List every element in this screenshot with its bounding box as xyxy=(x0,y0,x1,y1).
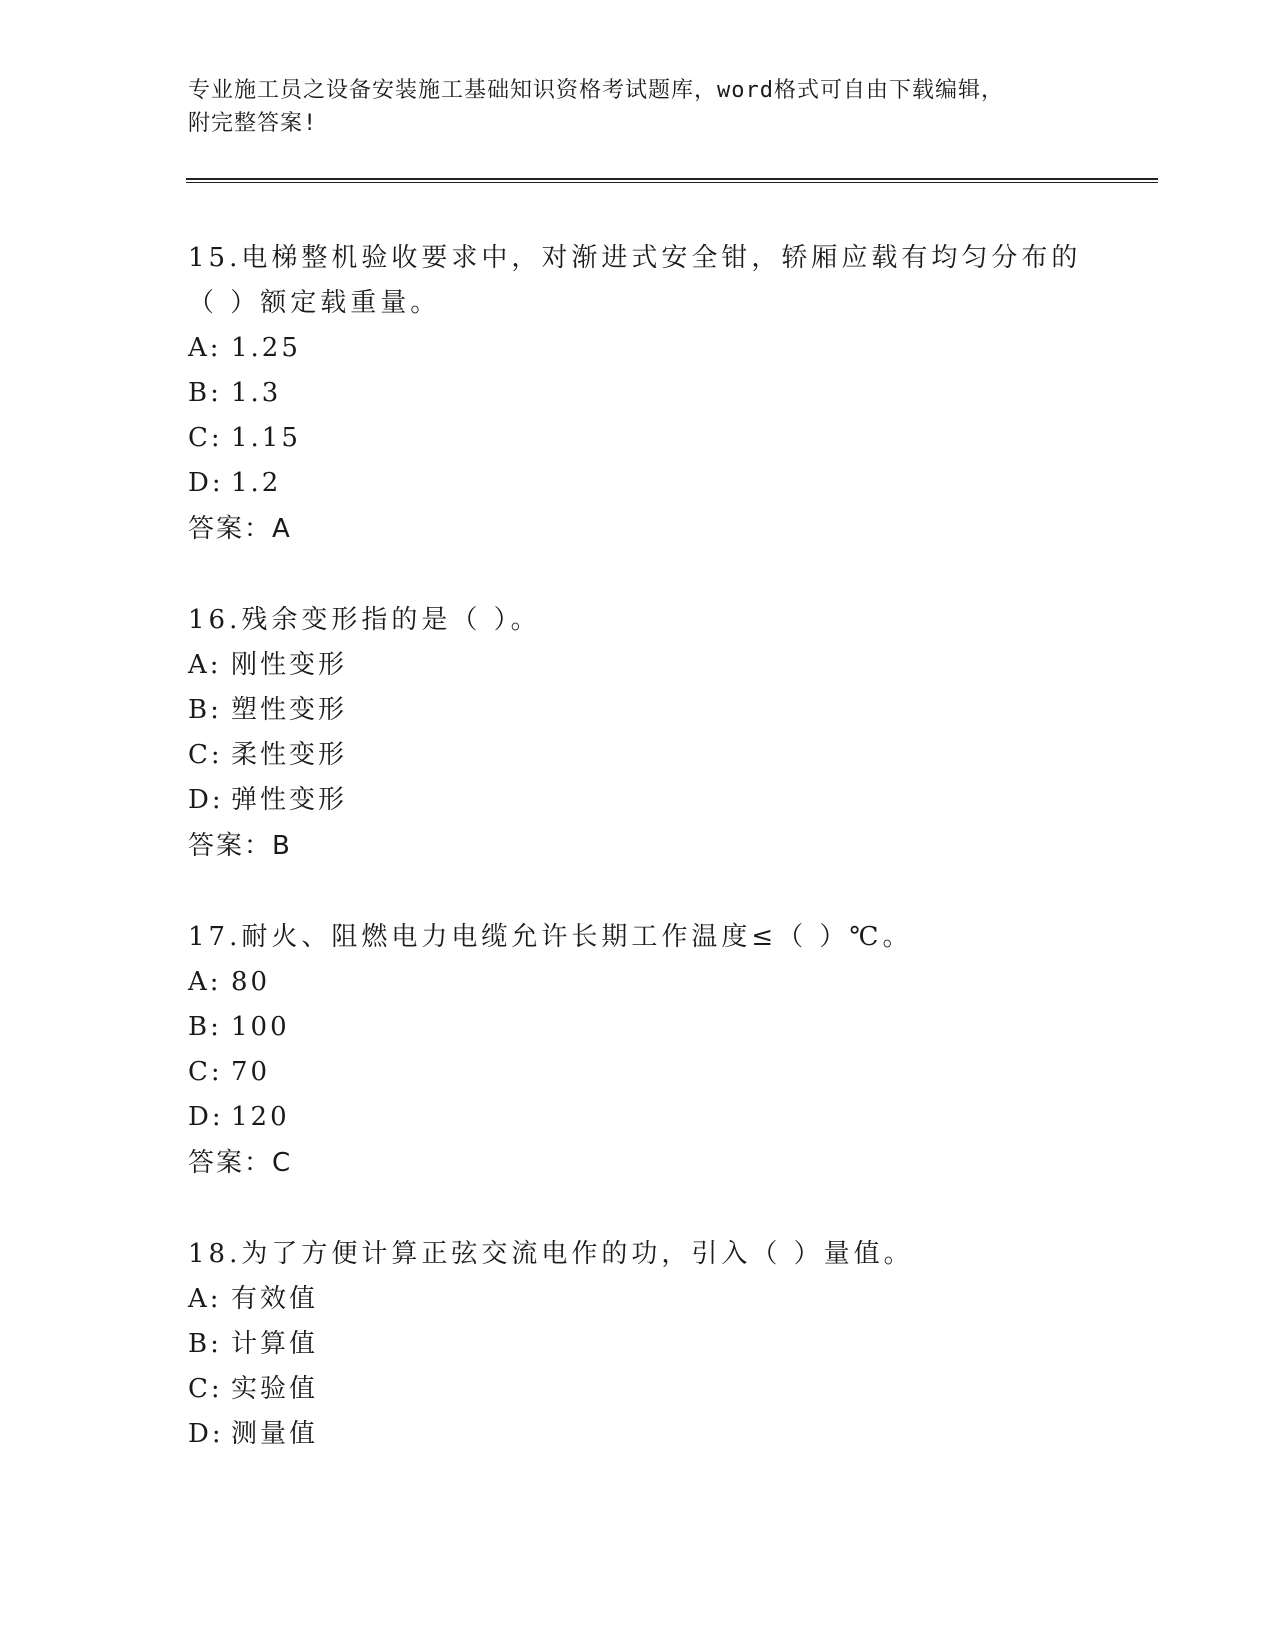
option-text: 测量值 xyxy=(231,1419,319,1449)
option-text: 弹性变形 xyxy=(231,785,348,815)
option-a xyxy=(188,960,1088,1005)
option-text: 有效值 xyxy=(231,1284,319,1314)
option-c xyxy=(188,1050,1088,1095)
option-d xyxy=(188,1095,1088,1140)
answer-line: 答案：B xyxy=(188,831,292,861)
header-line-2: 附完整答案! xyxy=(188,111,318,136)
option-letter: B: xyxy=(188,378,222,408)
question-text: 17.耐火、阻燃电力电缆允许长期工作温度≤（ ）℃。 xyxy=(188,922,913,952)
option-letter: B: xyxy=(188,1329,222,1359)
option-text: 1.15 xyxy=(231,423,301,453)
option-text: 70 xyxy=(231,1057,271,1087)
option-b xyxy=(188,1322,1088,1367)
option-b xyxy=(188,688,1088,733)
option-text: 柔性变形 xyxy=(231,740,348,770)
option-letter: B: xyxy=(188,695,222,725)
option-text: 实验值 xyxy=(231,1374,319,1404)
option-letter: A: xyxy=(188,650,222,680)
option-text: 100 xyxy=(231,1012,290,1042)
option-c xyxy=(188,416,1088,461)
header-divider xyxy=(186,178,1158,183)
header-line-1: 专业施工员之设备安装施工基础知识资格考试题库，word格式可自由下载编辑， xyxy=(188,78,1004,103)
option-text: 1.2 xyxy=(231,468,282,498)
question-text: 18.为了方便计算正弦交流电作的功，引入（ ）量值。 xyxy=(188,1239,914,1269)
question-17 xyxy=(188,915,1088,1186)
option-letter: D: xyxy=(188,1419,224,1449)
answer-line: 答案：A xyxy=(188,514,292,544)
option-letter: D: xyxy=(188,468,224,498)
option-a xyxy=(188,1277,1088,1322)
option-letter: C: xyxy=(188,1374,223,1404)
option-d xyxy=(188,461,1088,506)
option-letter: B: xyxy=(188,1012,222,1042)
option-letter: C: xyxy=(188,423,223,453)
option-letter: A: xyxy=(188,967,222,997)
option-text: 计算值 xyxy=(231,1329,319,1359)
document-header xyxy=(188,74,1088,140)
option-text: 塑性变形 xyxy=(231,695,348,725)
option-d xyxy=(188,1412,1088,1457)
option-text: 1.25 xyxy=(231,333,301,363)
option-letter: C: xyxy=(188,1057,223,1087)
question-text: 16.残余变形指的是（ ）。 xyxy=(188,605,541,635)
option-letter: C: xyxy=(188,740,223,770)
option-b xyxy=(188,371,1088,416)
question-16 xyxy=(188,598,1088,869)
option-letter: A: xyxy=(188,333,222,363)
question-text: 15.电梯整机验收要求中，对渐进式安全钳，轿厢应载有均匀分布的（ ）额定载重量。 xyxy=(188,243,1082,318)
option-text: 120 xyxy=(231,1102,290,1132)
answer-line: 答案：C xyxy=(188,1148,293,1178)
question-15 xyxy=(188,236,1088,552)
option-text: 80 xyxy=(231,967,271,997)
option-text: 1.3 xyxy=(231,378,282,408)
option-b xyxy=(188,1005,1088,1050)
option-a xyxy=(188,643,1088,688)
question-18 xyxy=(188,1232,1088,1457)
option-a xyxy=(188,326,1088,371)
option-c xyxy=(188,733,1088,778)
option-letter: D: xyxy=(188,785,224,815)
option-d xyxy=(188,778,1088,823)
option-letter: A: xyxy=(188,1284,222,1314)
option-letter: D: xyxy=(188,1102,224,1132)
option-c xyxy=(188,1367,1088,1412)
option-text: 刚性变形 xyxy=(231,650,348,680)
question-list xyxy=(188,236,1088,1503)
